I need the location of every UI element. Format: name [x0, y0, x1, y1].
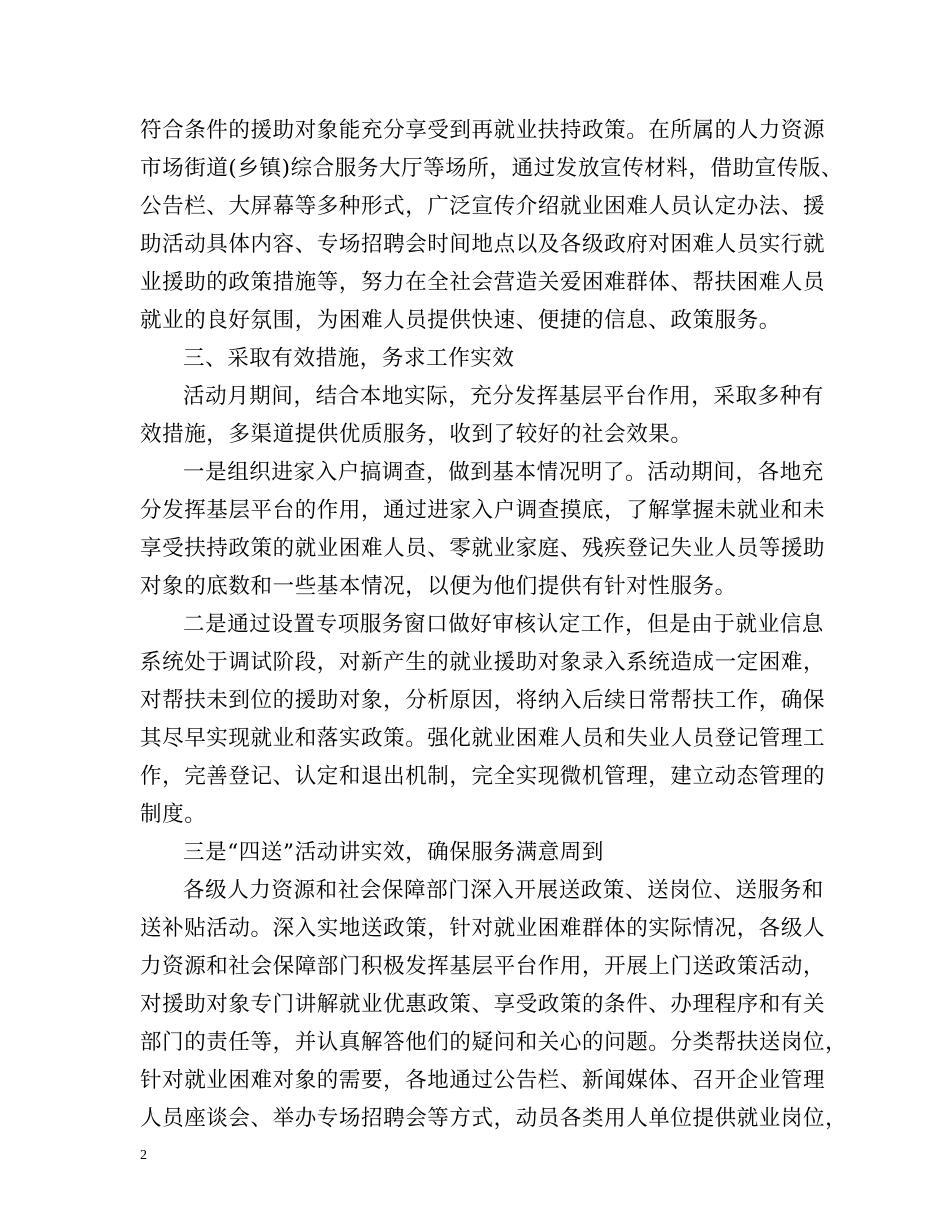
text-line: 业援助的政策措施等，努力在全社会营造关爱困难群体、帮扶困难人员: [140, 270, 826, 295]
text-line: 三是“四送”活动讲实效，确保服务满意周到: [183, 840, 604, 865]
text-line: 符合条件的援助对象能充分享受到再就业扶持政策。在所属的人力资源: [140, 118, 826, 143]
text-line: 部门的责任等，并认真解答他们的疑问和关心的问题。分类帮扶送岗位，: [140, 1030, 848, 1055]
text-line: 对象的底数和一些基本情况，以便为他们提供有针对性服务。: [140, 574, 737, 599]
text-line: 效措施，多渠道提供优质服务，收到了较好的社会效果。: [140, 422, 693, 447]
text-line: 一是组织进家入户搞调查，做到基本情况明了。活动期间，各地充: [183, 460, 824, 485]
text-line: 活动月期间，结合本地实际，充分发挥基层平台作用，采取多种有: [183, 384, 824, 409]
page-number: 2: [140, 1148, 147, 1163]
document-body: [140, 112, 848, 1138]
text-line: 力资源和社会保障部门积极发挥基层平台作用，开展上门送政策活动，: [140, 954, 826, 979]
text-line: 公告栏、大屏幕等多种形式，广泛宣传介绍就业困难人员认定办法、援: [140, 194, 826, 219]
text-line: 制度。: [140, 802, 207, 827]
text-line: 市场街道(乡镇)综合服务大厅等场所，通过发放宣传材料，借助宣传版、: [140, 156, 844, 181]
text-line: 作，完善登记、认定和退出机制，完全实现微机管理，建立动态管理的: [140, 764, 826, 789]
text-line: 享受扶持政策的就业困难人员、零就业家庭、残疾登记失业人员等援助: [140, 536, 826, 561]
text-line: 对帮扶未到位的援助对象，分析原因，将纳入后续日常帮扶工作，确保: [140, 688, 826, 713]
text-line: 送补贴活动。深入实地送政策，针对就业困难群体的实际情况，各级人: [140, 916, 826, 941]
text-line: 系统处于调试阶段，对新产生的就业援助对象录入系统造成一定困难，: [140, 650, 826, 675]
text-line: 其尽早实现就业和落实政策。强化就业困难人员和失业人员登记管理工: [140, 726, 826, 751]
text-line: 二是通过设置专项服务窗口做好审核认定工作，但是由于就业信息: [183, 612, 824, 637]
text-line: 助活动具体内容、专场招聘会时间地点以及各级政府对困难人员实行就: [140, 232, 826, 257]
text-line: 对援助对象专门讲解就业优惠政策、享受政策的条件、办理程序和有关: [140, 992, 826, 1017]
text-line: 针对就业困难对象的需要，各地通过公告栏、新闻媒体、召开企业管理: [140, 1068, 826, 1093]
text-line: 分发挥基层平台的作用，通过进家入户调查摸底，了解掌握未就业和未: [140, 498, 826, 523]
text-line: 人员座谈会、举办专场招聘会等方式，动员各类用人单位提供就业岗位，: [140, 1106, 848, 1131]
text-line: 三、采取有效措施，务求工作实效: [183, 346, 515, 371]
text-line: 就业的良好氛围，为困难人员提供快速、便捷的信息、政策服务。: [140, 308, 781, 333]
text-line: 各级人力资源和社会保障部门深入开展送政策、送岗位、送服务和: [183, 878, 824, 903]
